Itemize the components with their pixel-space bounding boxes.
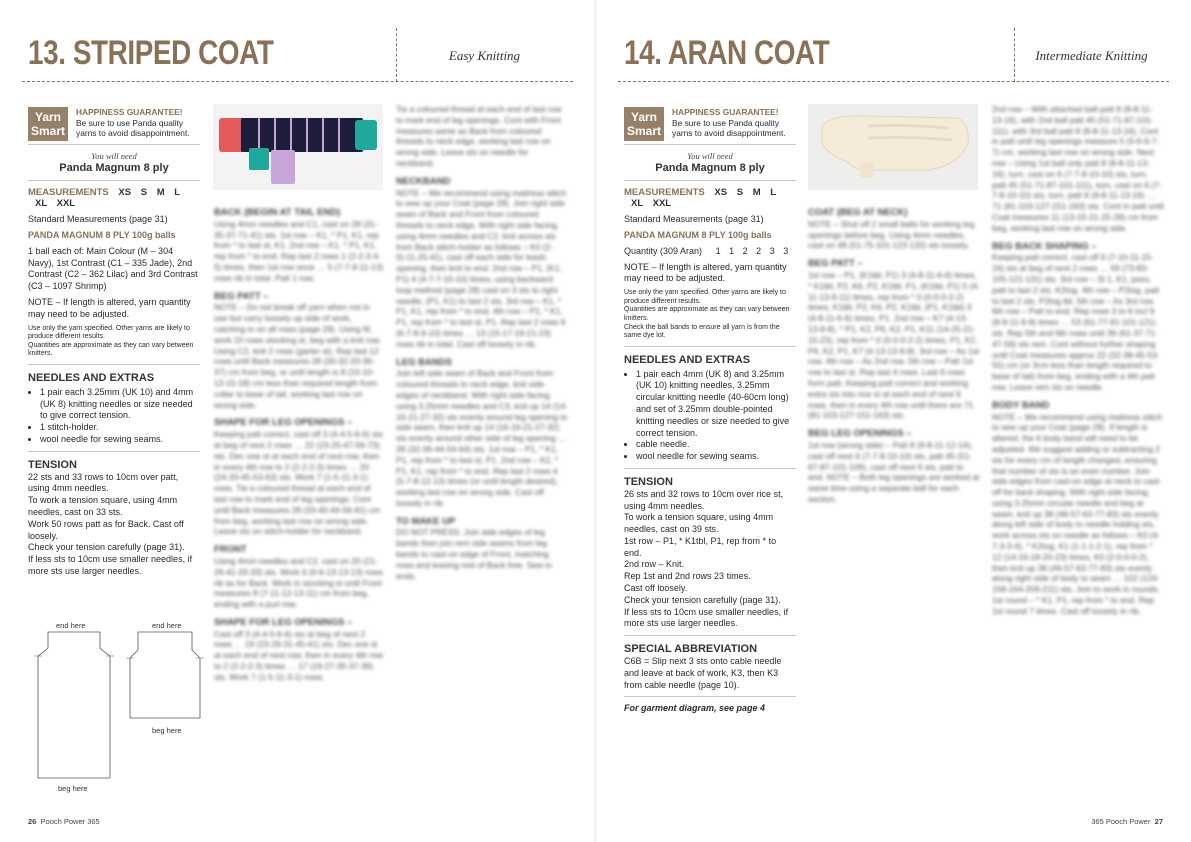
needles-item: • 1 pair each 4mm (UK 8) and 3.25mm (UK 10) knitting needles, 3.25mm circular knitting needle (40-60cm long) and set of 3.25mm double-pointed knitting needles or size needed to give correct tension.: [636, 369, 796, 440]
section-heading: BEG LEG OPENINGS –: [808, 428, 912, 440]
you-will-need-label: You will need: [91, 151, 137, 161]
page-footer: [28, 817, 100, 826]
size-label: M: [156, 186, 165, 198]
small-print-line: Quantities are approximate as they can vary between knitters.: [28, 341, 194, 358]
section-text: Tie a coloured thread at each end of last row to mark end of leg openings. Cont with Front measures same as Back from coloured threads to neck edge, working last row on wrong side. Leave sts on needle for neckband.: [396, 104, 562, 168]
section-text: Using 4mm needles and C1, cast on 28 (31-35-37-71-41) sts. 1st row – K1, * P1, K1, rep from * to last st, K1. 2nd row – K1, * P1, K1, rep from * to end. Rep last 2 rows 1 (2-2-3-4-5) times, then 1st row once … 5 (7-7-9-11-13) rows rib in total. Patt 1 row.: [214, 218, 384, 283]
section-text: Cast off 3 (4-4-5-6-6) sts at beg of next 2 rows … 19 (23-29-31-45-41) sts. Dec one st at each end of next row, then in every 4th row to 2 (2-2-2-3) times … 17 (19-27-35-37-39) sts. Work 7 (1-5-11-3-1) rows.: [214, 628, 383, 682]
guarantee-line: Be sure to use Panda quality: [672, 117, 780, 128]
page-number: 27: [1154, 817, 1163, 826]
size-label: XXL: [652, 198, 672, 210]
guarantee-line: yarns to avoid disappointment.: [672, 128, 786, 138]
tension-text: [28, 472, 200, 578]
section-heading: LEG BANDS: [396, 356, 452, 368]
yarn-line: PANDA MAGNUM 8 PLY 100g balls: [624, 229, 772, 240]
tension-line: 2nd row – Knit.: [624, 559, 685, 570]
needles-list: [28, 387, 200, 446]
divider: [624, 468, 796, 469]
yarn-smart-box: [624, 104, 796, 145]
small-print-line: Use only the yarn specified. Other yarns are likely to produce different results.: [28, 324, 190, 341]
standard-measurements: Standard Measurements (page 31): [28, 214, 168, 225]
section-heading: BEG PATT –: [214, 290, 269, 302]
instructions-column-2: [992, 104, 1164, 617]
tension-text: [624, 489, 796, 631]
guarantee-line: yarns to avoid disappointment.: [76, 128, 190, 138]
divider: [28, 451, 200, 452]
quantity-value: 3: [769, 245, 775, 256]
special-abbreviation-heading: SPECIAL ABBREVIATION: [624, 643, 758, 656]
needles-item: • 1 stitch-holder.: [40, 422, 200, 434]
section-heading: NECKBAND: [396, 175, 451, 187]
small-print: [624, 289, 796, 341]
needles-item: • wool needle for sewing seams.: [40, 434, 200, 446]
striped-coat-illustration: [213, 104, 383, 190]
happiness-guarantee: [672, 107, 786, 139]
instructions-column-1: [808, 200, 980, 505]
instructions-column-1: [214, 200, 384, 683]
yarn-smart-badge: Yarn Smart: [624, 107, 664, 141]
diagram-label: end here: [56, 621, 86, 630]
quantity-value: 2: [742, 245, 748, 256]
section-text: 1st row (wrong side) – Patt 8 (9-8-11-12-14), cast off next 6 (7-7-8-10-10) sts, patt 45 (51-67-87-101-109), cast off next 6 sts, patt to end. NOTE – Both leg openings are worked at same time using a separate ball for each section.: [808, 439, 980, 504]
diagram-label: beg here: [58, 784, 88, 793]
section-text: Keeping patt correct, cast off 3 (4-4-5-6-6) sts at beg of next 2 rows … 22 (23-25-47-56-73) sts. Dec one st at each end of next row, then in every 4th row to 2 (2-2-2-3) times … 20 (24-33-45-53-63) sts. Work 7 (1-5-11-3-1) rows. Tie a coloured thread at each end of last row to mark end of leg openings. Cont until Back measures 28 (33-40-44-56-61) cm from beg, working last row on wrong side. Leave sts on stitch-holder for neckband.: [214, 429, 383, 537]
guarantee-heading: HAPPINESS GUARANTEE!: [76, 107, 183, 117]
info-column: [28, 104, 200, 578]
section-heading: COAT (BEG AT NECK): [808, 207, 908, 218]
quantity-row: [624, 246, 796, 258]
skill-level: Intermediate Knitting: [1035, 48, 1148, 63]
coat-leg-band: [271, 150, 295, 184]
size-label: XL: [35, 198, 47, 210]
section-heading: BACK (BEGIN AT TAIL END): [214, 207, 341, 218]
section-text: Join left side seam of Back and Front from coloured threads to neck edge, knit side edges of neckband. With right side facing, using 3.25mm needles and C3, knit up 14 (14-16-21-27-32) sts evenly around leg opening to side seam, then knit up 14 (16-16-21-27-32) sts evenly around other side of leg opening … 28 (32-36-44-54-64) sts. 1st row – P1, * K1, P1, rep from * to last st, P1. 2nd row – K2, * P1, K1, rep from * to end. Rep last 2 rows 4 (5-7-8-12-13) times (or until length desired), working last row on wrong side. Cast off loosely in rib.: [396, 368, 568, 508]
quantity-value: 1: [715, 245, 721, 256]
guarantee-line: Be sure to use Panda quality: [76, 117, 184, 128]
yarn-smart-badge: Yarn Smart: [28, 107, 68, 141]
yarn-smart-box: [28, 104, 200, 145]
tension-line: 26 sts and 32 rows to 10cm over rice st, using 4mm needles.: [624, 488, 784, 511]
size-label: XS: [714, 186, 728, 198]
yarn-line: PANDA MAGNUM 8 PLY 100g balls: [28, 229, 176, 240]
left-page: [0, 0, 595, 842]
coat-leg-band: [249, 148, 269, 170]
needles-list: [624, 369, 796, 463]
size-label: L: [174, 186, 180, 198]
garment-diagram: [22, 618, 212, 798]
divider: [624, 635, 796, 636]
size-label: XXL: [56, 198, 76, 210]
pattern-title: 13. STRIPED COAT: [28, 34, 274, 72]
section-text: NOTE – We recommend using mattress stitch to sew up your Coat (page 28). If length is altered, the 6 body band will need to be adjusted. We suggest adding or subtracting 2 sts for every cm of length changed, ensuring that number of sts is an even number. Join side edges from cast-on edge at neck to cast-off for back shaping. With right side facing, using 3.25mm circular needle and beg at seam, knit up 38 (46-57-63-77-83) sts evenly along left side of body to needle holding sts, work across sts on needle as follows – K0 (4-7-3-3-4), * K2tog, K1 (1-1-1-2-1), rep from * 12 (14-16-18-20-23) times, K0 (2-0-0-0-2), then knit up 38 (46-57-63-77-83) sts evenly along right side of body to seam … 102 (124-158-164-209-211) sts. Join to work in rounds. 1st round – * K1, P1, rep from * to end. Rep 1st round 7 times. Cast off loosely in rib.: [992, 411, 1163, 616]
tension-line: To work a tension square, using 4mm needles, cast on 33 sts.: [28, 495, 178, 517]
section-heading: FRONT: [214, 544, 247, 556]
aran-coat-photo: [808, 104, 978, 190]
tension-line: Check your tension carefully (page 31).: [28, 542, 185, 553]
section-heading: TO MAKE UP: [396, 515, 456, 527]
diagram-label: beg here: [152, 726, 182, 735]
tension-line: If less sts to 10cm use smaller needles, if more sts use larger needles.: [28, 554, 193, 576]
quantity-label: Quantity (309 Aran): [624, 245, 703, 256]
divider: [28, 180, 200, 181]
pattern-header: [618, 28, 1169, 82]
tension-heading: TENSION: [28, 458, 77, 471]
tension-line: Check your tension carefully (page 31).: [624, 594, 781, 605]
section-text: NOTE – Shut off 2 small balls for working leg openings before beg. Using 4mm needles, cast on 48 (51-75-101-123-133) sts loosely.: [808, 218, 975, 251]
instructions-column-2: [396, 104, 568, 581]
striped-coat-photo: [213, 104, 383, 190]
needles-item: • wool needle for sewing seams.: [636, 451, 796, 463]
yarn-name: Panda Magnum 8 ply: [655, 161, 765, 174]
pattern-title: 14. ARAN COAT: [624, 34, 830, 72]
measurements-label: MEASUREMENTS: [28, 186, 109, 198]
needles-heading: NEEDLES AND EXTRAS: [624, 353, 751, 366]
back-piece-outline: [38, 632, 110, 778]
quantity-value: 1: [729, 245, 735, 256]
header-rule: [618, 81, 1169, 82]
garment-diagram-note: For garment diagram, see page 4: [624, 703, 766, 714]
size-label: XS: [118, 186, 132, 198]
special-abbreviation-text: C6B = Slip next 3 sts onto cable needle and leave at back of work, K3, then K3 from cable needle (page 10).: [624, 656, 782, 690]
size-label: S: [140, 186, 148, 198]
needles-item: • cable needle.: [636, 439, 796, 451]
tension-line: Cast off loosely.: [624, 583, 688, 594]
size-label: XL: [631, 198, 643, 210]
section-heading: SHAPE FOR LEG OPENINGS –: [214, 417, 353, 429]
guarantee-heading: HAPPINESS GUARANTEE!: [672, 107, 779, 117]
section-text: Using 4mm needles and C2, cast on 20 (21-26-41-33-33) sts. Work 6 (6-6-13-13-13) rows rib as for Back. Work in stocking st until Front measures 8 (7-11-12-13-11) cm from beg, ending with a purl row.: [214, 555, 383, 610]
section-heading: SHAPE FOR LEG OPENINGS –: [214, 616, 353, 628]
section-text: 2nd row – With attached ball patt 8 (8-8-11-13-16), with 2nd ball patt 45 (51-71-87-101-111), with 3rd ball patt 8 (8-8-11-13-16). Cont in patt until leg openings measure 5 (5-6-6-7-7) cm, working last row on wrong side. Next row – Using 1st ball only patt 8 (8-8-11-13-16), turn, cast on 6 (7-7-8-10-10) sts, turn, patt 45 (51-71-87-101-111), turn, cast on 6 (7-7-8-10-10) sts, turn, patt 8 (8-8-11-13-16) … 71 (81-103-127-151-163) sts. Cont in patt until Coat measures 11 (13-15-21-25-28) cm from beg, working last row on wrong side.: [992, 104, 1164, 233]
section-heading: BODY BAND: [992, 399, 1050, 411]
pattern-header: [22, 28, 573, 82]
measurements-label: MEASUREMENTS: [624, 186, 705, 198]
front-piece-outline: [130, 632, 200, 718]
page-footer: [1091, 817, 1163, 826]
section-text: NOTE – We recommend using mattress stitch to sew up your Coat (page 28). Join right side seam of Back and Front from coloured threads to neck edge. With right side facing, using 4mm needles and C2, knit across sts from Back stitch-holder as follows – K0 (2-0)-11-25-41), cast off each side for leash opening, then knit to end. 2nd row – P1, (K1, P1) 4 (4-7-7-10-10) times, using backward loop method (page 28) cast on 3 sts to right needle, (P1, K1) to last 2 sts. 3rd row – K1, * P1, K1, rep from * to end. 4th row – P1, * K1, P1, rep from * to last st, P1. Rep last 2 rows 6 (6-7-8-9-10) times … 13 (15-17-19-21-23) rows rib in total. Cast off loosely in rib.: [396, 187, 567, 349]
diagram-label: end here: [152, 621, 182, 630]
section-text: Keeping patt correct, cast off 6 (7-10-11-15-16) sts at beg of next 2 rows … 59 (73-83-105-121-131) sts. 3rd row – Sl 1, K1, psso, patt to last 2 sts, K2tog. 4th row – P2tog, patt to last 2 sts, P2tog tbl. 5th row – As 3rd row. 6th row – Patt to end. Rep rows 3 to 6 incl 9 (8-9-11-9-9) times … 53 (61-77-91-101-121) sts. Rep 5th and 6th rows until 39 (61-37-71-47-59) sts rem. Cont without further shaping until Coat measures approx 22 (32-38-45-53-55) cm (or 3cm less than length required to base of tail) from beg, ending with a 4th patt row. Leave rem sts on needle.: [992, 252, 1160, 392]
tension-line: Rep 1st and 2nd rows 23 times.: [624, 571, 751, 582]
page-number: 26: [28, 817, 37, 826]
small-print-line: Quantities are approximate as they can vary between knitters.: [624, 306, 790, 322]
coat-cuff: [355, 120, 377, 150]
book-title: Pooch Power 365: [40, 817, 100, 826]
needles-heading: NEEDLES AND EXTRAS: [28, 371, 155, 384]
length-note: NOTE – If length is altered, yarn quantity may need to be adjusted.: [28, 296, 191, 319]
tension-line: Work 50 rows patt as for Back. Cast off loosely.: [28, 518, 184, 541]
measurements-row: [28, 187, 200, 211]
divider: [624, 180, 796, 181]
section-text: NOTE – Do not break off yarn when not in use but carry loosely up side of work, catching in on all rows (page 29). Using M, work 10 rows stocking st, beg with a knit row. Using C2, knit 2 rows (garter st). Rep last 12 rows until Back measures 28 (30-32-33-36-37) cm from beg, or until length is 8 (10-10-13-15-18) cm less than required length from collar to base of tail, working last row on wrong side.: [214, 302, 382, 410]
info-column: [624, 104, 796, 715]
length-note: NOTE – If length is altered, yarn quantity may need to be adjusted.: [624, 261, 787, 284]
measurements-row: [624, 187, 796, 211]
divider: [624, 696, 796, 697]
section-heading: BEG PATT –: [808, 258, 863, 270]
header-rule: [22, 81, 573, 82]
yarn-name: Panda Magnum 8 ply: [59, 161, 169, 174]
book-title: 365 Pooch Power: [1091, 817, 1151, 826]
quantity-value: 3: [783, 245, 789, 256]
coat-leg-band: [860, 162, 874, 178]
tension-heading: TENSION: [624, 475, 673, 488]
divider: [624, 346, 796, 347]
size-label: S: [736, 186, 744, 198]
yarn-quantities: 1 ball each of: Main Colour (M – 304 Navy), 1st Contrast (C1 – 335 Jade), 2nd Contrast (C2 – 362 Lilac) and 3rd Contrast (C3 – 1097 Shrimp): [28, 245, 198, 292]
small-print-line: Use only the yarn specified. Other yarns are likely to produce different results.: [624, 289, 786, 305]
skill-level: Easy Knitting: [448, 48, 521, 63]
tension-line: If less sts to 10cm use smaller needles, if more sts use larger needles.: [624, 606, 789, 629]
standard-measurements: Standard Measurements (page 31): [624, 214, 764, 225]
small-print-line: Check the ball bands to ensure all yarn is from the same dye lot.: [624, 323, 780, 340]
right-page: [596, 0, 1191, 842]
tension-line: To work a tension square, using 4mm needles, cast on 39 sts.: [624, 512, 774, 535]
you-will-need-label: You will need: [687, 151, 733, 161]
size-label: L: [770, 186, 776, 198]
tension-line: 22 sts and 33 rows to 10cm over patt, using 4mm needles.: [28, 471, 179, 494]
tension-line: 1st row – P1, * K1tbl, P1, rep from * to end.: [624, 535, 777, 558]
section-heading: BEG BACK SHAPING –: [992, 240, 1097, 252]
aran-coat-illustration: [808, 104, 978, 190]
section-text: 1st row – P1, (K1tbl, P1) 3 (4-8-11-6-6) times, * K1tbl, P2, K6, P2, K1tbl, P1, (K1tbl, P1) 5 (4-11-13-9-11) times, rep from * 0 (0-0-0-2-2) times, K1tbl, P2, K6, P2, K1tbl, (P1, K1tbl) 3 (4-8-11-6-6) times, P1. 2nd row – K7 (4-13-13-8-8), * P1, K2, P6, K2, P1, K11 (14-25-21-15-23), rep from * 0 (0-0-0-2-2) times, P1, K2, P6, K2, P1, K7 (4-13-13-8-8). 3rd row – As 1st row. 4th row – As 2nd row. 5th row – Patt 1st row to last st. Rep last 4 rows. Last 6 rows form patt. Keeping patt correct and working extra sts into rice st at each end of next 9 rows, then in every 4th row until there are 71 (81-103-127-151-163) sts.: [808, 269, 980, 421]
size-label: M: [752, 186, 761, 198]
small-print: [28, 325, 200, 359]
yarn-needed: [624, 151, 796, 175]
section-text: DO NOT PRESS. Join side edges of leg bands then join rem side seams from leg bands to cast-on edge of Front, matching rows and leaving rest of Back free. Sew in ends.: [396, 527, 552, 581]
quantity-value: 2: [756, 245, 762, 256]
needles-item: • 1 pair each 3.25mm (UK 10) and 4mm (UK 8) knitting needles or size needed to give correct tension.: [40, 387, 200, 422]
garment-diagram-drawing: [22, 618, 212, 798]
happiness-guarantee: [76, 107, 190, 139]
divider: [28, 364, 200, 365]
yarn-needed: [28, 151, 200, 175]
